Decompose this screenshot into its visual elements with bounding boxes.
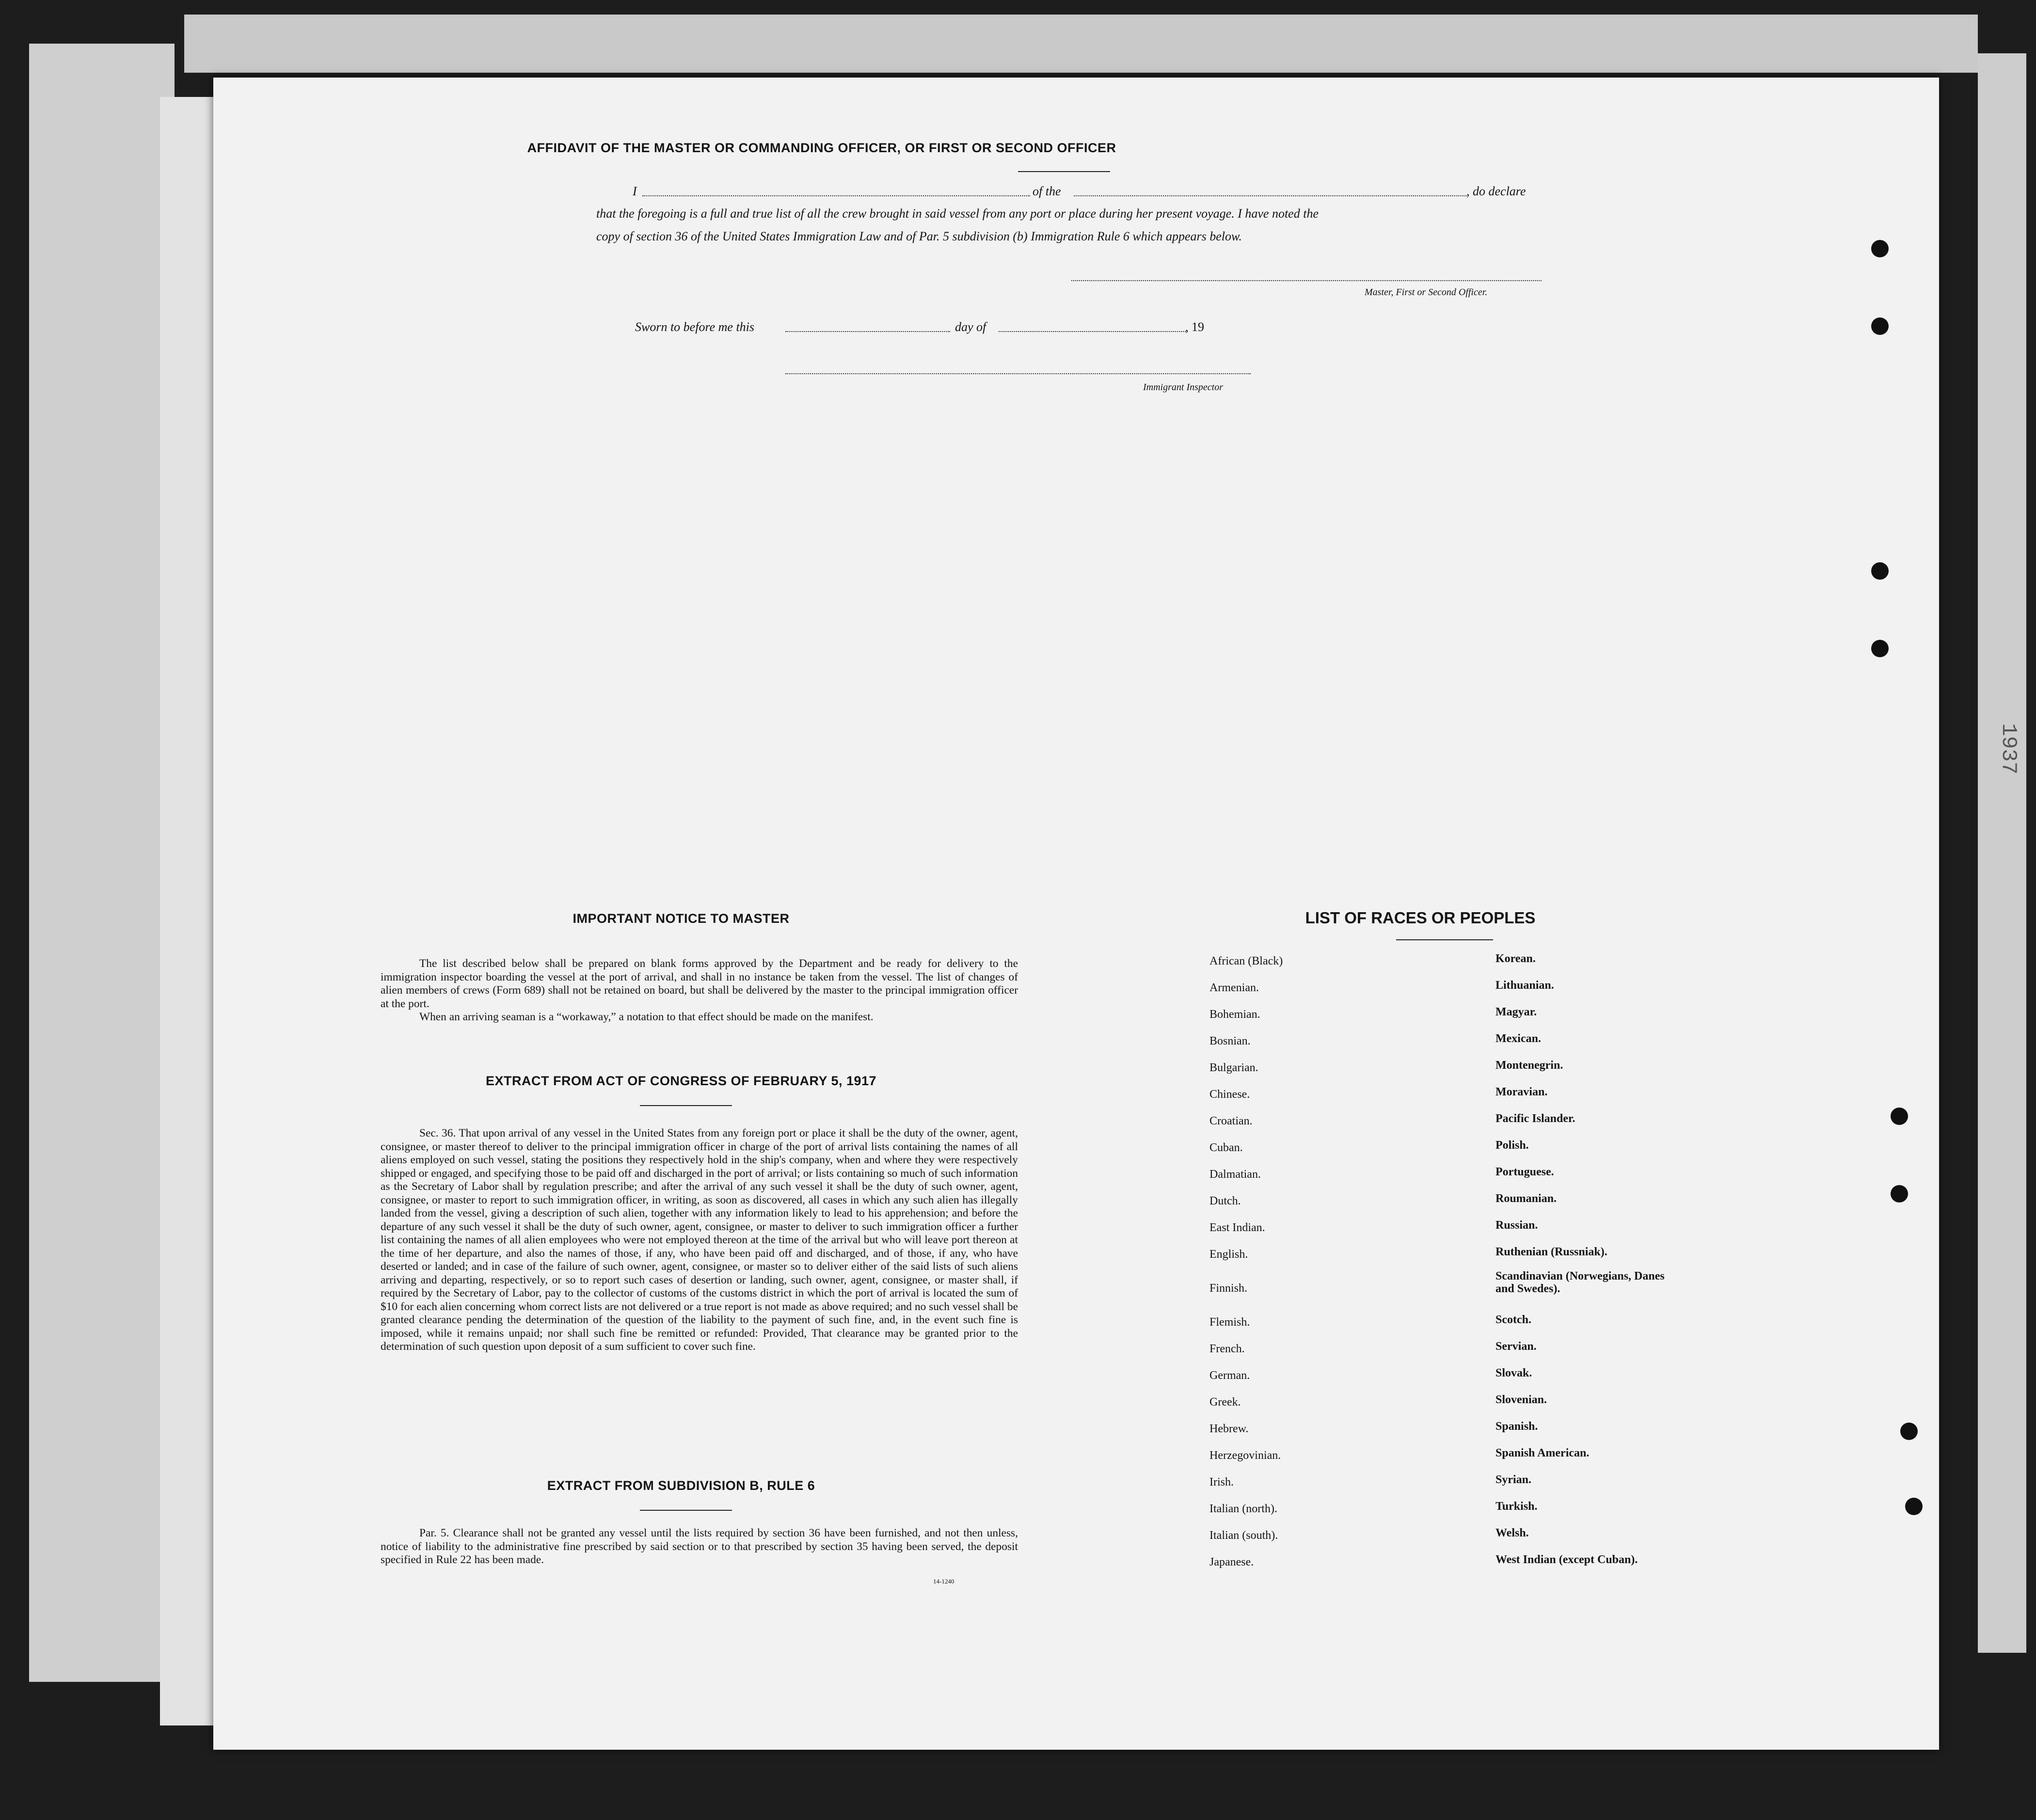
race-item: Irish. [1209, 1476, 1234, 1488]
race-item: Finnish. [1209, 1282, 1248, 1295]
race-item: Turkish. [1495, 1500, 1538, 1513]
punch-hole [1900, 1423, 1918, 1440]
sworn-prefix: Sworn to before me this [635, 320, 755, 334]
race-item: West Indian (except Cuban). [1495, 1553, 1638, 1566]
race-item: Roumanian. [1495, 1192, 1557, 1205]
affidavit-title: AFFIDAVIT OF THE MASTER OR COMMANDING OFFICER, OR FIRST OR SECOND OFFICER [527, 141, 1116, 155]
affidavit-line-2: that the foregoing is a full and true list of all the crew brought in said vessel from any port or place during her present voyage. I have noted the [596, 206, 1319, 221]
race-item: Korean. [1495, 952, 1536, 965]
sworn-year: , 19 [1185, 320, 1204, 334]
inspector-caption: Immigrant Inspector [1143, 382, 1223, 393]
margin-year: 1937 [1996, 723, 2020, 775]
race-item: Herzegovinian. [1209, 1449, 1281, 1462]
punch-hole [1891, 1185, 1908, 1203]
races-title: LIST OF RACES OR PEOPLES [1305, 909, 1536, 927]
notice-title: IMPORTANT NOTICE TO MASTER [573, 911, 790, 926]
race-item: Magyar. [1495, 1006, 1537, 1018]
sworn-month-field[interactable] [999, 331, 1188, 332]
race-item: Cuban. [1209, 1141, 1243, 1154]
race-item: Bohemian. [1209, 1008, 1260, 1021]
race-item: Servian. [1495, 1340, 1537, 1353]
race-item: Polish. [1495, 1139, 1529, 1152]
notice-paragraph [381, 957, 1018, 1011]
race-item: German. [1209, 1369, 1250, 1382]
act-paragraph [381, 1127, 1018, 1354]
rule-text: Par. 5. Clearance shall not be granted any vessel until the lists required by section 36 have been furnished, and not then unless, notice of liability to the administrative fine prescribed by said section or to that prescribed by section 35 having been served, the deposit specified in Rule 22 has been made. [381, 1527, 1018, 1566]
act-text: Sec. 36. That upon arrival of any vessel in the United States from any foreign port or place it shall be the duty of the owner, agent, consignee, or master thereof to deliver to the principal immigration officer in charge of the port of arrival lists containing the names of all aliens employed on such vessel, stating the positions they respectively hold in the ship's company, when and where they were respectively shipped or engaged, and specifying those to be paid off and discharged in the port of arrival; or lists containing so much of such information as the Secretary of Labor shall by regulation prescribe; and after the arrival of any such vessel it shall be the duty of such owner, agent, consignee, or master to report to such immigration officer, in writing, as soon as discovered, all cases in which any such alien has illegally landed from the vessel, giving a description of such alien, together with any information likely to lead to his apprehension; and before the departure of any such vessel it shall be the duty of such owner, agent, consignee, or master to deliver to such immigration officer a further list containing the names of all alien employees who were not employed thereon at the time of the arrival but who will leave port thereon at the time of her departure, and also the names of those, if any, who have been paid off and discharged, and of those, if any, who have deserted or landed; and in case of the failure of such owner, agent, consignee, or master so to deliver either of the said lists of such aliens arriving and departing, respectively, or so to report such cases of desertion or landing, such owner, agent, consignee, or master shall, if required by the Secretary of Labor, pay to the collector of customs of the customs district in which the port of arrival is located the sum of $10 for each alien concerning whom correct lists are not delivered or a true report is not made as above required; and no such vessel shall be granted clearance pending the determination of the question of the liability to the payment of such fine, and, in the event such fine is imposed, while it remains unpaid; nor shall such fine be remitted or refunded: Provided, That clearance may be granted prior to the determination of such question upon deposit of a sum sufficient to cover such fine. [381, 1127, 1018, 1353]
race-item: Scandinavian (Norwegians, Danes and Swedes). [1495, 1270, 1665, 1295]
race-item: Mexican. [1495, 1032, 1541, 1045]
race-item: Russian. [1495, 1219, 1538, 1232]
race-item: East Indian. [1209, 1221, 1265, 1234]
rule-title: EXTRACT FROM SUBDIVISION B, RULE 6 [547, 1478, 815, 1493]
manifest-sheet [213, 78, 1939, 1750]
punch-hole [1871, 562, 1889, 580]
race-item: Italian (north). [1209, 1503, 1277, 1515]
punch-hole [1891, 1108, 1908, 1125]
rule-rule [640, 1510, 732, 1511]
race-item: Portuguese. [1495, 1166, 1554, 1178]
signature-caption: Master, First or Second Officer. [1365, 287, 1488, 298]
underlying-sheet-right [1978, 53, 2026, 1653]
underlying-sheet-top [184, 15, 1978, 73]
race-item: Italian (south). [1209, 1529, 1278, 1542]
race-item: Montenegrin. [1495, 1059, 1563, 1072]
race-item: Pacific Islander. [1495, 1112, 1575, 1125]
race-item: Dalmatian. [1209, 1168, 1261, 1181]
punch-hole [1871, 640, 1889, 657]
race-item: Moravian. [1495, 1086, 1548, 1098]
race-item: Flemish. [1209, 1316, 1250, 1329]
race-item: Spanish American. [1495, 1447, 1590, 1459]
underlying-sheet-left [29, 44, 175, 1682]
race-item: Spanish. [1495, 1420, 1538, 1433]
race-item: Croatian. [1209, 1115, 1253, 1127]
affidavit-line-3: copy of section 36 of the United States Immigration Law and of Par. 5 subdivision (b) Immigration Rule 6 which appears below. [596, 229, 1242, 243]
title-rule [1018, 171, 1110, 172]
race-item: Lithuanian. [1495, 979, 1554, 992]
punch-hole [1871, 240, 1889, 257]
race-item: Chinese. [1209, 1088, 1250, 1101]
affidavit-do-declare: , do declare [1466, 184, 1526, 198]
inspector-signature-field[interactable] [785, 373, 1251, 374]
signature-field[interactable] [1071, 280, 1542, 281]
name-field[interactable] [642, 195, 1030, 196]
race-item: Japanese. [1209, 1556, 1254, 1568]
rule-paragraph [381, 1527, 1018, 1567]
race-item: Bosnian. [1209, 1035, 1251, 1047]
affidavit-of-the: of the [1033, 184, 1061, 198]
race-item: English. [1209, 1248, 1248, 1261]
notice-text-2: When an arriving seaman is a “workaway,” a notation to that effect should be made on the manifest. [419, 1011, 874, 1023]
race-item: African (Black) [1209, 955, 1283, 967]
act-title: EXTRACT FROM ACT OF CONGRESS OF FEBRUARY 5, 1917 [485, 1074, 877, 1088]
race-item: Welsh. [1495, 1527, 1529, 1539]
race-item: French. [1209, 1343, 1245, 1355]
notice-paragraph-2 [381, 1011, 1018, 1024]
race-item: Armenian. [1209, 981, 1259, 994]
sworn-date-field[interactable] [785, 331, 950, 332]
race-item: Dutch. [1209, 1195, 1241, 1207]
notice-text-1: The list described below shall be prepared on blank forms approved by the Department and be ready for delivery to the immigration inspector boarding the vessel at the port of arrival, and shall in no instance be taken from the vessel. The list of changes of alien members of crews (Form 689) shall not be retained on board, but shall be delivered by the master to the principal immigration officer at the port. [381, 957, 1018, 1010]
affidavit-i: I [633, 184, 637, 198]
race-item: Hebrew. [1209, 1423, 1249, 1435]
race-item: Slovak. [1495, 1367, 1532, 1379]
act-rule [640, 1105, 732, 1106]
race-item: Ruthenian (Russniak). [1495, 1246, 1607, 1258]
race-item: Greek. [1209, 1396, 1241, 1409]
sworn-day-of: day of [955, 320, 986, 334]
punch-hole [1871, 317, 1889, 335]
vessel-field[interactable] [1074, 195, 1466, 196]
race-item: Syrian. [1495, 1473, 1532, 1486]
race-item: Scotch. [1495, 1314, 1531, 1326]
race-item: Slovenian. [1495, 1393, 1547, 1406]
form-number: 14-1240 [933, 1578, 954, 1585]
punch-hole [1905, 1498, 1923, 1515]
race-item: Bulgarian. [1209, 1061, 1258, 1074]
races-rule [1396, 939, 1493, 940]
